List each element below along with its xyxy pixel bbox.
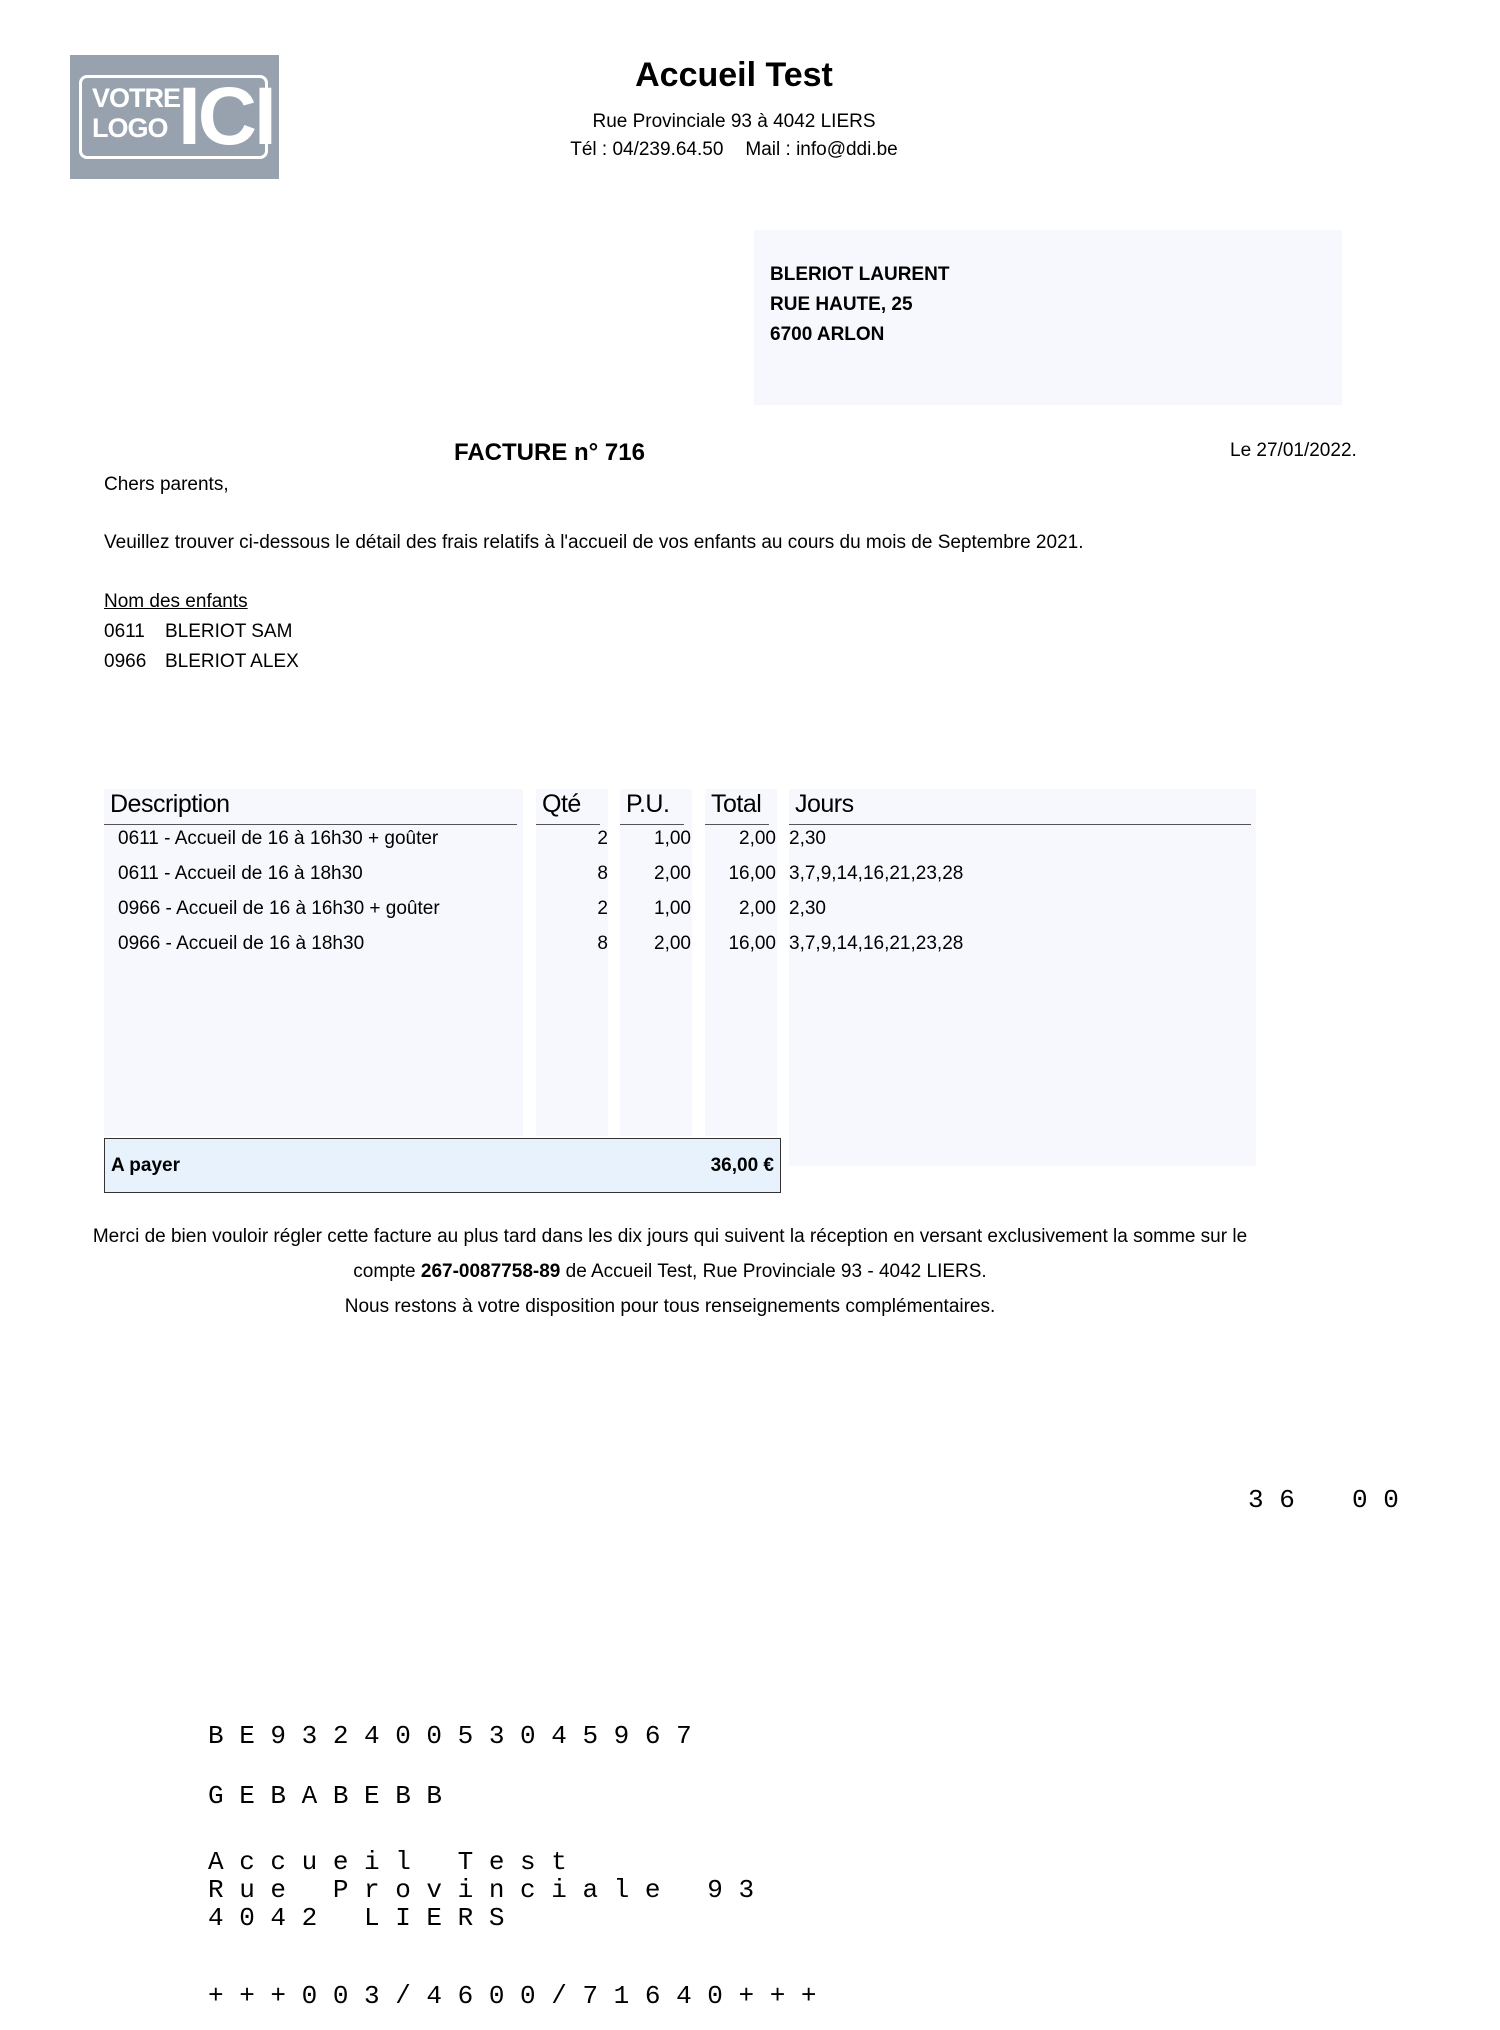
company-phone: Tél : 04/239.64.50 [570, 139, 724, 160]
invoice-date: Le 27/01/2022. [1230, 440, 1357, 461]
row-qty: 8 [597, 933, 608, 954]
row-unit-price: 2,00 [654, 933, 691, 954]
row-days: 3,7,9,14,16,21,23,28 [789, 863, 964, 884]
table-row [0, 828, 1500, 858]
child-name: BLERIOT SAM [165, 621, 293, 642]
slip-amount-euros: 3 6 [1248, 1485, 1295, 1515]
row-description: 0611 - Accueil de 16 à 18h30 [118, 863, 363, 884]
row-description: 0966 - Accueil de 16 à 18h30 [118, 933, 365, 954]
slip-structured-communication: + + + 0 0 3 / 4 6 0 0 / 7 1 6 4 0 + + + [208, 1981, 817, 2011]
greeting: Chers parents, [104, 474, 229, 495]
header-days: Jours [789, 790, 1251, 825]
row-total: 2,00 [739, 898, 776, 919]
slip-iban: B E 9 3 2 4 0 0 5 3 0 4 5 9 6 7 [208, 1721, 692, 1751]
slip-beneficiary-street: R u e P r o v i n c i a l e 9 3 [208, 1875, 755, 1905]
company-contact [400, 139, 1068, 161]
row-unit-price: 1,00 [654, 898, 691, 919]
slip-beneficiary-city: 4 0 4 2 L I E R S [208, 1903, 505, 1933]
payment-note-line2 [90, 1261, 1250, 1283]
amount-due-box [104, 1138, 781, 1193]
logo-text-ici: ICI [178, 71, 274, 162]
bank-account: 267-0087758-89 [420, 1261, 561, 1282]
row-total: 16,00 [728, 863, 776, 884]
slip-beneficiary-name: A c c u e i l T e s t [208, 1847, 567, 1877]
company-name: Accueil Test [635, 56, 833, 94]
row-days: 3,7,9,14,16,21,23,28 [789, 933, 964, 954]
payment-note-line3: Nous restons à votre disposition pour tous renseignements complémentaires. [344, 1296, 996, 1317]
recipient-city: 6700 ARLON [770, 324, 885, 345]
logo-text-logo: LOGO [92, 113, 168, 143]
recipient-street: RUE HAUTE, 25 [770, 294, 913, 315]
payment-prefix: compte [353, 1261, 416, 1282]
header-qty: Qté [536, 790, 600, 825]
row-description: 0966 - Accueil de 16 à 16h30 + goûter [118, 898, 440, 919]
payment-note-line1: Merci de bien vouloir régler cette facture au plus tard dans les dix jours qui suivent la réception en versant exclusivement la somme sur le [92, 1226, 1248, 1247]
payment-suffix: de Accueil Test, Rue Provinciale 93 - 4042 LIERS. [565, 1261, 987, 1282]
children-heading: Nom des enfants [104, 591, 248, 612]
child-code: 0966 [104, 651, 147, 672]
slip-bic: G E B A B E B B [208, 1781, 443, 1811]
logo-frame [79, 71, 274, 162]
company-logo [70, 55, 279, 179]
table-row [0, 933, 1500, 963]
amount-due-label: A payer [111, 1155, 180, 1176]
row-qty: 8 [597, 863, 608, 884]
row-total: 16,00 [728, 933, 776, 954]
intro-text: Veuillez trouver ci-dessous le détail des frais relatifs à l'accueil de vos enfants au cours du mois de Septembre 2021. [104, 532, 1084, 553]
child-name: BLERIOT ALEX [165, 651, 299, 672]
row-total: 2,00 [739, 828, 776, 849]
row-days: 2,30 [789, 898, 826, 919]
company-mail: Mail : info@ddi.be [745, 139, 898, 160]
slip-amount-cents: 0 0 [1352, 1485, 1399, 1515]
row-unit-price: 2,00 [654, 863, 691, 884]
table-row [0, 863, 1500, 893]
invoice-title: FACTURE n° 716 [454, 439, 645, 466]
header-description: Description [104, 790, 517, 825]
recipient-name: BLERIOT LAURENT [770, 264, 950, 285]
amount-due-value: 36,00 € [710, 1155, 774, 1176]
child-code: 0611 [104, 621, 145, 642]
company-address: Rue Provinciale 93 à 4042 LIERS [592, 111, 876, 132]
row-qty: 2 [597, 898, 608, 919]
header-unit-price: P.U. [620, 790, 684, 825]
row-qty: 2 [597, 828, 608, 849]
row-description: 0611 - Accueil de 16 à 16h30 + goûter [118, 828, 439, 849]
row-unit-price: 1,00 [654, 828, 691, 849]
table-row [0, 898, 1500, 928]
header-total: Total [705, 790, 769, 825]
row-days: 2,30 [789, 828, 826, 849]
logo-text-votre: VOTRE [92, 83, 181, 113]
recipient-address-box [754, 230, 1342, 405]
